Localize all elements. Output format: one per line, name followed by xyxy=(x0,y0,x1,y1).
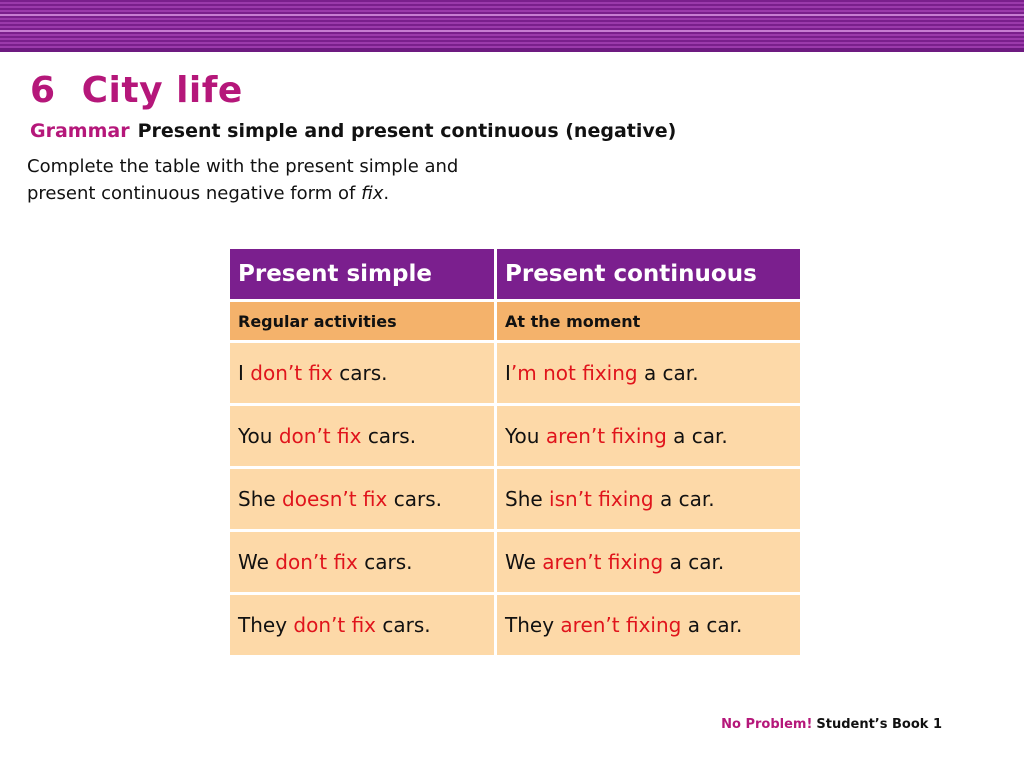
present-simple-cell xyxy=(230,595,494,655)
grammar-heading xyxy=(30,120,676,142)
present-simple-cell xyxy=(230,469,494,529)
footer-brand: No Problem! xyxy=(721,717,813,732)
subject: You xyxy=(238,424,273,448)
answer-text: don’t fix xyxy=(278,424,362,448)
answer-text: ’m not fixing xyxy=(510,361,638,385)
present-simple-cell xyxy=(230,343,494,403)
grammar-topic: Present simple and present continuous (negative) xyxy=(137,120,677,142)
subject: I xyxy=(238,361,244,385)
instructions-part-1: Complete the table with the present simple and present continuous negative form of xyxy=(27,156,459,204)
subject: She xyxy=(505,487,543,511)
rest-text: a car. xyxy=(673,424,728,448)
subject: We xyxy=(505,550,536,574)
subject: You xyxy=(505,424,540,448)
present-simple-cell xyxy=(230,532,494,592)
answer-text: isn’t fixing xyxy=(549,487,654,511)
answer-text: aren’t fixing xyxy=(545,424,667,448)
present-continuous-cell xyxy=(497,595,800,655)
table-header-row xyxy=(230,249,800,299)
table-row xyxy=(230,532,800,592)
present-continuous-cell xyxy=(497,343,800,403)
rest-text: cars. xyxy=(367,424,417,448)
rest-text: cars. xyxy=(364,550,413,574)
subheader-regular-activities: Regular activities xyxy=(230,302,494,340)
table-row xyxy=(230,595,800,655)
answer-text: aren’t fixing xyxy=(542,550,664,574)
present-simple-cell xyxy=(230,406,494,466)
rest-text: cars. xyxy=(382,613,431,637)
present-continuous-cell xyxy=(497,469,800,529)
subheader-at-the-moment: At the moment xyxy=(497,302,800,340)
table-row xyxy=(230,343,800,403)
answer-text: doesn’t fix xyxy=(282,487,388,511)
answer-text: don’t fix xyxy=(250,361,333,385)
instructions-part-2: . xyxy=(383,183,390,204)
rest-text: a car. xyxy=(659,487,715,511)
present-continuous-cell xyxy=(497,406,800,466)
rest-text: cars. xyxy=(339,361,388,385)
subject: They xyxy=(238,613,288,637)
grammar-table xyxy=(227,246,803,658)
rest-text: a car. xyxy=(669,550,725,574)
rest-text: cars. xyxy=(393,487,442,511)
table-row xyxy=(230,469,800,529)
table-subheader-row xyxy=(230,302,800,340)
header-present-continuous: Present continuous xyxy=(497,249,800,299)
answer-text: don’t fix xyxy=(293,613,377,637)
rest-text: a car. xyxy=(643,361,699,385)
answer-text: don’t fix xyxy=(275,550,358,574)
instructions-italic-word: fix xyxy=(361,183,384,204)
rest-text: a car. xyxy=(687,613,743,637)
subject: We xyxy=(238,550,269,574)
answer-text: aren’t fixing xyxy=(560,613,682,637)
header-present-simple: Present simple xyxy=(230,249,494,299)
grammar-label: Grammar xyxy=(30,120,130,142)
footer-book-title: Student’s Book 1 xyxy=(816,717,942,732)
table-row xyxy=(230,406,800,466)
instructions-text xyxy=(27,153,527,207)
unit-title: 6 City life xyxy=(30,70,243,111)
subject: She xyxy=(238,487,276,511)
top-decorative-band xyxy=(0,0,1024,52)
footer-credit xyxy=(721,717,942,732)
subject: They xyxy=(505,613,555,637)
present-continuous-cell xyxy=(497,532,800,592)
subject: I xyxy=(505,361,511,385)
